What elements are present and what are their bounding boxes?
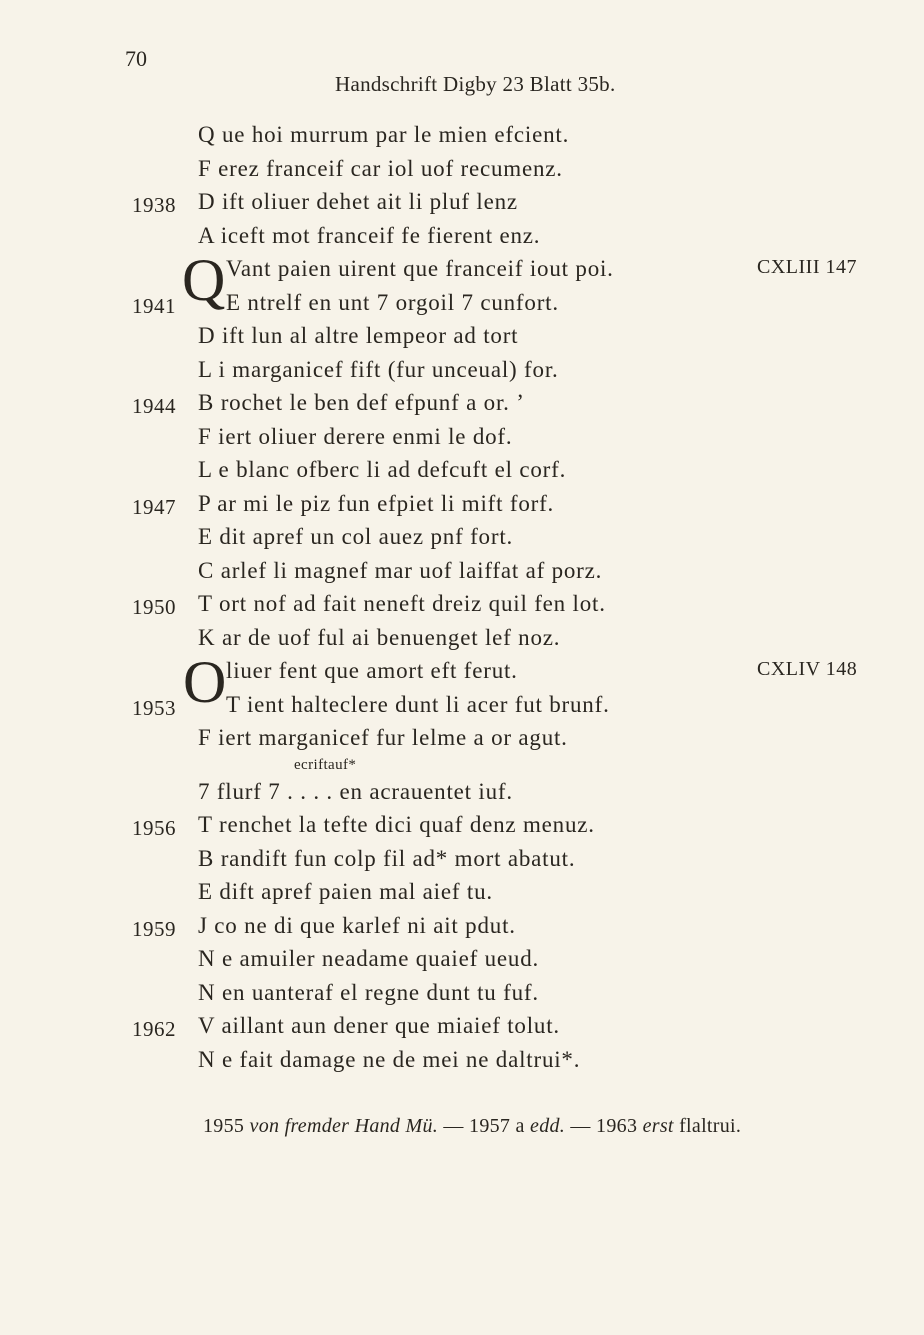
verse-line <box>0 587 924 621</box>
verse-line <box>0 688 924 722</box>
footnote-text: a <box>515 1115 525 1137</box>
verse-text: 7 flurf 7 . . . . en acrauentet iuf. <box>198 778 513 804</box>
footnote-text: von fremder Hand Mü. <box>249 1115 439 1137</box>
line-number: 1962 <box>132 1017 176 1041</box>
verse-line <box>0 775 924 809</box>
verse-text: D ift lun al altre lempeor ad tort <box>198 323 519 348</box>
verse-line <box>0 654 924 688</box>
interlinear-gloss-row <box>0 755 924 775</box>
verse-text: liuer fent que amort eft ferut. <box>226 658 518 683</box>
verse-line <box>0 942 924 976</box>
verse-line <box>0 1043 924 1077</box>
verse-line <box>0 1009 924 1043</box>
verse-text: V aillant aun dener que miaief tolut. <box>198 1013 560 1038</box>
verse-line <box>0 909 924 943</box>
verse-text: J co ne di que karlef ni ait pdut. <box>198 912 516 938</box>
verse-text: L i marganicef fift (fur unceual) for. <box>198 356 559 382</box>
footnote-number: 1957 <box>469 1115 511 1137</box>
verse-text: D ift oliuer dehet ait li pluf lenz <box>198 189 518 214</box>
verse-text: E dift apref paien mal aief tu. <box>198 879 493 904</box>
line-number: 1956 <box>132 816 176 840</box>
verse-line <box>0 976 924 1010</box>
verse-text: K ar de uof ful ai benuenget lef noz. <box>198 624 561 650</box>
footnote-number: 1955 <box>203 1115 245 1137</box>
page-number: 70 <box>125 46 147 71</box>
verse-line <box>0 808 924 842</box>
verse-text: B randift fun colp fil ad* mort abatut. <box>198 845 576 871</box>
verse-text: E dit apref un col auez pnf fort. <box>198 524 514 549</box>
footnote-number: 1963 <box>596 1115 638 1137</box>
verse-text: B rochet le ben def efpunf a or. ’ <box>198 390 525 415</box>
verse-line <box>0 721 924 755</box>
verse-line <box>0 219 924 253</box>
verse-text: P ar mi le piz fun efpiet li mift forf. <box>198 490 555 516</box>
verse-line <box>0 185 924 219</box>
verse-line <box>0 554 924 588</box>
footnote-text: edd. <box>530 1115 566 1137</box>
footnote-separator: — <box>443 1115 464 1137</box>
verse-line <box>0 842 924 876</box>
verse-text: E ntrelf en unt 7 orgoil 7 cunfort. <box>226 289 559 315</box>
footnote-separator: — <box>570 1115 591 1137</box>
line-number: 1947 <box>132 494 176 519</box>
footnote <box>203 1115 741 1138</box>
verse-text: F iert oliuer derere enmi le dof. <box>198 423 513 449</box>
verse-line <box>0 353 924 387</box>
laisse-marker: CXLIII 147 <box>757 256 857 278</box>
verse-line <box>0 252 924 286</box>
verse-block <box>0 118 924 1076</box>
verse-line <box>0 386 924 420</box>
verse-text: T ient halteclere dunt li acer fut brunf. <box>226 691 610 717</box>
verse-text: L e blanc ofberc li ad defcuft el corf. <box>198 457 567 482</box>
verse-text: F iert marganicef fur lelme a or agut. <box>198 725 568 750</box>
verse-line <box>0 520 924 554</box>
verse-text: F erez franceif car iol uof recumenz. <box>198 155 563 181</box>
verse-text: Q ue hoi murrum par le mien efcient. <box>198 122 570 147</box>
verse-line <box>0 453 924 487</box>
verse-text: N en uanteraf el regne dunt tu fuf. <box>198 979 539 1005</box>
verse-line <box>0 875 924 909</box>
verse-text: T renchet la tefte dici quaf denz menuz. <box>198 812 595 837</box>
verse-line <box>0 319 924 353</box>
running-head: Handschrift Digby 23 Blatt 35b. <box>335 72 616 96</box>
verse-text: C arlef li magnef mar uof laiffat af porz. <box>198 557 603 583</box>
verse-text: A iceft mot franceif fe fierent enz. <box>198 222 541 248</box>
verse-text: Vant paien uirent que franceif iout poi. <box>226 256 614 281</box>
interlinear-gloss: ecriftauf* <box>294 756 357 773</box>
verse-line <box>0 621 924 655</box>
line-number: 1944 <box>132 394 176 418</box>
verse-line <box>0 487 924 521</box>
laisse-marker: CXLIV 148 <box>757 658 858 680</box>
verse-line <box>0 286 924 320</box>
line-number: 1959 <box>132 916 176 941</box>
verse-text: T ort nof ad fait neneft dreiz quil fen lot. <box>198 591 606 616</box>
drop-cap-q: Q <box>182 247 226 313</box>
verse-text: N e amuiler neadame quaief ueud. <box>198 946 540 971</box>
verse-line <box>0 420 924 454</box>
verse-text: N e fait damage ne de mei ne daltrui*. <box>198 1046 581 1072</box>
footnote-text: erst <box>642 1115 674 1137</box>
footnote-text: flaltrui. <box>679 1115 742 1137</box>
line-number: 1950 <box>132 595 176 619</box>
drop-cap-o: O <box>183 649 227 715</box>
verse-line <box>0 152 924 186</box>
verse-line <box>0 118 924 152</box>
line-number: 1938 <box>132 193 176 217</box>
line-number: 1941 <box>132 293 176 318</box>
line-number: 1953 <box>132 695 176 720</box>
